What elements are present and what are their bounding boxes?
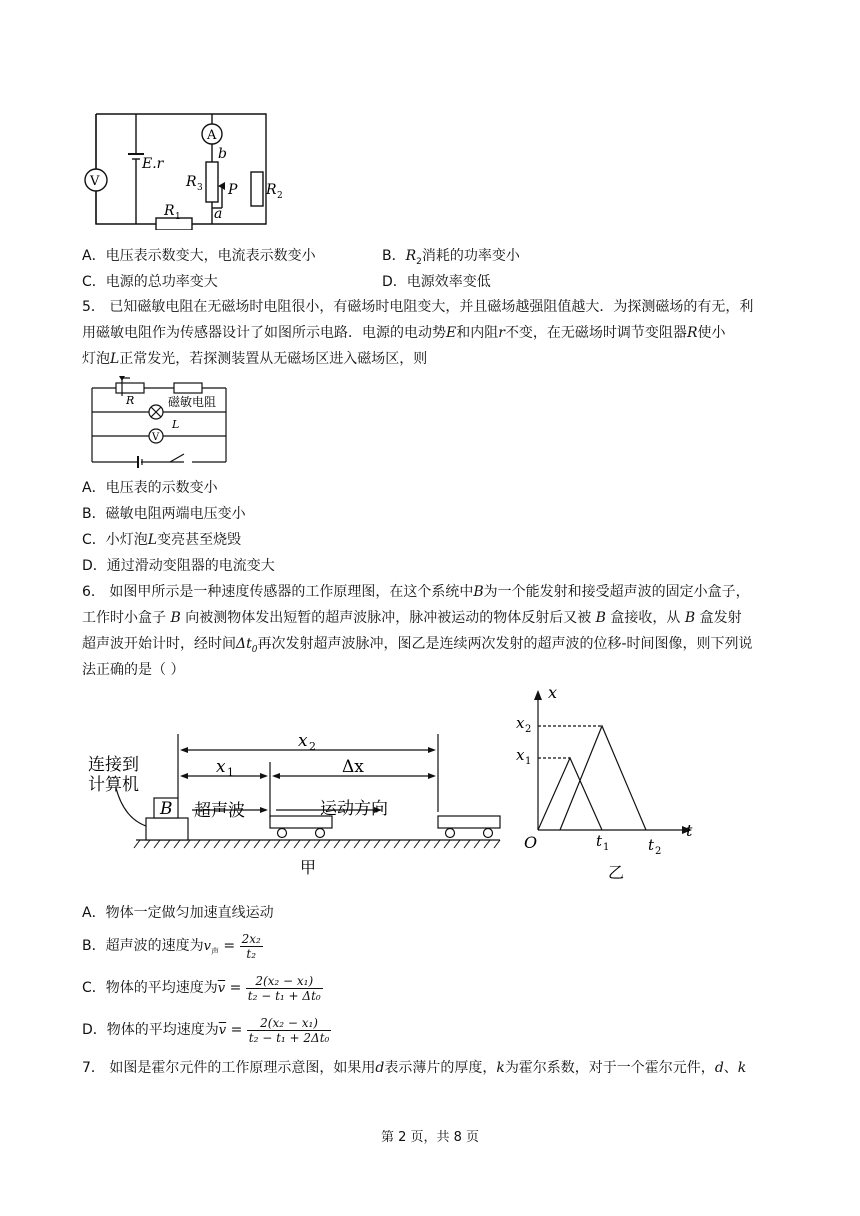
q5-l2-e: E: [446, 325, 457, 341]
q5-line-1: 5． 已知磁敏电阻在无磁场时电阻很小，有磁场时电阻变大，并且磁场越强阻值越大．为探测磁场的有无，利: [82, 299, 754, 315]
q5-l2-R: R: [686, 325, 698, 341]
q4-optb-prefix: B．: [382, 248, 406, 264]
q6-optc-num: 2(x₂ − x₁): [246, 974, 323, 989]
fig1-label-r1-sub: 1: [175, 212, 181, 222]
q7-line-1: [82, 1058, 746, 1078]
q4-optb-post: 消耗的功率变小: [421, 248, 520, 264]
q6-line-3: [82, 634, 753, 660]
q7-l1b: 表示薄片的厚度，: [384, 1060, 497, 1076]
fig2-label-mag: 磁敏电阻: [168, 395, 217, 409]
fig1-label-p: P: [228, 182, 238, 198]
q5-l2-r: r: [498, 325, 505, 341]
figure-jia: [84, 728, 514, 878]
jia-label-dir: 运动方向: [320, 799, 388, 819]
q6-l2-B2: B: [595, 610, 606, 626]
q4-optb-var: R: [405, 248, 417, 264]
q6-l1a: 6． 如图甲所示是一种速度传感器的工作原理图，在这个系统中: [82, 584, 474, 600]
yi-label-t1-sub: 1: [603, 842, 610, 853]
jia-label-dx: Δx: [342, 757, 364, 777]
q5-optc-L: L: [147, 532, 158, 548]
fig2-label-l: L: [172, 418, 180, 431]
fig1-label-r2-sub: 2: [277, 191, 283, 201]
jia-label-b: B: [160, 799, 173, 819]
q5-option-c: [82, 530, 241, 550]
page-footer: 第 2 页，共 8 页: [380, 1130, 480, 1145]
jia-label-wave: 超声波: [194, 801, 245, 821]
q5-l3b: 正常发光，若探测装置从无磁场区进入磁场区，则: [119, 351, 428, 367]
q6-l2-B3: B: [684, 610, 696, 626]
q6-optc-vbar: $\overline{v}$: [217, 981, 226, 996]
fig2-label-v: V: [152, 432, 160, 443]
yi-label-x2: x: [516, 714, 525, 732]
q6-l3b: 再次发射超声波脉冲，图乙是连续两次发射的超声波的位移-时间图像，则下列说: [257, 636, 753, 652]
fig1-label-r3-sub: 3: [197, 183, 203, 193]
q5-l2b: 和内阻: [456, 325, 499, 341]
q6-optb-eq: =: [223, 938, 236, 954]
q7-l1a: 7． 如图是霍尔元件的工作原理示意图，如果用: [82, 1060, 376, 1076]
yi-caption: 乙: [608, 863, 625, 882]
jia-label-connect-2: 计算机: [88, 775, 139, 795]
q6-line-4: 法正确的是（ ）: [82, 662, 185, 678]
fig1-label-a: A: [207, 128, 217, 143]
yi-label-x1: x: [516, 746, 525, 764]
q7-l1-d2: d: [714, 1060, 724, 1076]
fig1-label-v: V: [90, 174, 100, 189]
fig1-label-r2: R: [266, 182, 277, 198]
q5-option-b: B．磁敏电阻两端电压变小: [82, 506, 246, 522]
q6-optd-text: D．物体的平均速度为: [82, 1022, 219, 1038]
q5-option-a: A．电压表的示数变小: [82, 480, 218, 496]
fig2-label-r: R: [126, 394, 135, 407]
fig1-label-r3: R: [186, 174, 197, 190]
q6-line-1: [82, 582, 750, 602]
q6-l1b: 为一个能发射和接受超声波的固定小盒子，: [483, 584, 750, 600]
q6-option-b: [82, 926, 263, 972]
fig1-label-b: b: [218, 146, 227, 162]
q6-optb-num: 2x₂: [241, 931, 261, 946]
q6-optd-den: t₂ − t₁ + 2Δt₀: [248, 1030, 330, 1045]
fig1-label-source: E.r: [142, 156, 164, 172]
q4-option-b: [382, 246, 520, 272]
q6-l2a: 工作时小盒子: [82, 610, 166, 626]
q5-optc-b: 变亮甚至烧毁: [157, 532, 242, 548]
q5-l3-L: L: [110, 351, 120, 367]
q6-l2-B: B: [170, 610, 181, 626]
q6-optb-fraction: [240, 932, 263, 961]
q6-optd-fraction: [247, 1016, 332, 1045]
q5-l2a: 用磁敏电阻作为传感器设计了如图所示电路．电源的电动势: [82, 325, 446, 341]
q6-line-2: [82, 608, 742, 628]
q6-l1-B: B: [473, 584, 484, 600]
jia-label-x1-sub: 1: [227, 766, 234, 779]
jia-label-x2: x: [298, 731, 308, 751]
fig1-label-r1: R: [164, 203, 175, 219]
yi-label-x: x: [548, 686, 558, 702]
q7-l1-d: d: [375, 1060, 385, 1076]
yi-label-o: O: [524, 833, 538, 852]
jia-label-x1: x: [216, 757, 226, 777]
q6-l2c: 盒接收，从: [610, 610, 681, 626]
q5-line-2: [82, 323, 725, 343]
q6-optd-num: 2(x₂ − x₁): [247, 1016, 332, 1031]
q6-l3-dt-sub: 0: [251, 644, 258, 655]
circuit-figure-2: [86, 374, 236, 470]
q5-optc-a: C．小灯泡: [82, 532, 148, 548]
q4-optb-sub: 2: [416, 256, 422, 267]
q4-option-d: D．电源效率变低: [382, 274, 491, 290]
q6-optd-vbar: $\overline{v}$: [218, 1023, 227, 1038]
yi-label-x1-sub: 1: [525, 756, 532, 767]
q5-option-d: D．通过滑动变阻器的电流变大: [82, 558, 275, 574]
q7-l1-k2: k: [737, 1060, 747, 1076]
q6-optc-den: t₂ − t₁ + Δt₀: [247, 988, 321, 1003]
q6-option-a: A．物体一定做匀加速直线运动: [82, 905, 274, 921]
q4-option-c: C．电源的总功率变大: [82, 274, 218, 290]
jia-label-x2-sub: 2: [309, 740, 316, 753]
q6-optc-eq: =: [229, 980, 242, 996]
figure-yi: [512, 686, 702, 882]
fig1-label-a-node: a: [214, 206, 223, 222]
yi-label-t2-sub: 2: [655, 846, 662, 857]
q6-optc-fraction: [246, 974, 323, 1003]
q6-optb-v: v: [203, 939, 211, 954]
q6-optb-vsub: 声: [210, 946, 219, 956]
yi-label-t: t: [686, 821, 693, 840]
q6-optb-text: B．超声波的速度为: [82, 938, 204, 954]
jia-label-connect-1: 连接到: [88, 755, 139, 775]
jia-caption: 甲: [300, 858, 317, 877]
q6-l2d: 盒发射: [699, 610, 742, 626]
circuit-figure-1: [80, 108, 290, 230]
q5-line-3: [82, 349, 427, 369]
yi-label-t1: t: [596, 832, 603, 850]
q6-option-d: [82, 1010, 331, 1051]
q6-l3-dt: Δt: [236, 636, 252, 652]
q6-optd-eq: =: [230, 1022, 243, 1038]
q7-l1-k: k: [496, 1060, 505, 1076]
q6-l3a: 超声波开始计时，经时间: [82, 636, 236, 652]
q4-option-a: A．电压表示数变大，电流表示数变小: [82, 248, 316, 264]
q6-option-c: [82, 968, 323, 1009]
q6-l2b: 向被测物体发出短暂的超声波脉冲，脉冲被运动的物体反射后又被: [185, 610, 592, 626]
q7-l1-sep: 、: [723, 1060, 738, 1076]
q6-optc-text: C．物体的平均速度为: [82, 980, 218, 996]
q5-l2d: 使小: [697, 325, 726, 341]
yi-label-t2: t: [648, 836, 655, 854]
yi-label-x2-sub: 2: [525, 724, 532, 735]
q5-l2c: 不变，在无磁场时调节变阻器: [504, 325, 687, 341]
q5-l3a: 灯泡: [82, 351, 110, 367]
q6-optb-den: t₂: [246, 946, 257, 961]
q7-l1c: 为霍尔系数，对于一个霍尔元件，: [504, 1060, 715, 1076]
